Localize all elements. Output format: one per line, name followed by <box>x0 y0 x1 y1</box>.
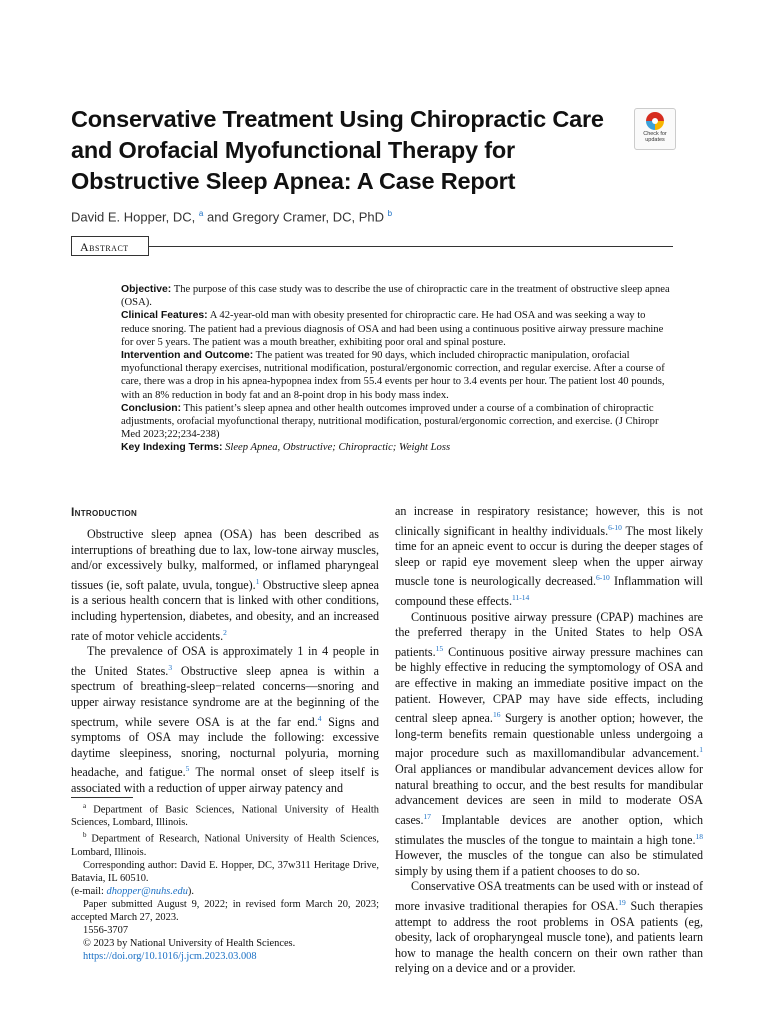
r2-text-b: Continuous positive airway pressure machines can be highly effective in reducing the symptomology of OSA and are effective in making an immediate positive impact on the patient. However, CPAP may have side effects, including central sleep apnea. <box>395 644 703 726</box>
right-column <box>395 504 703 977</box>
citation-link[interactable]: 19 <box>618 897 626 907</box>
email-line <box>71 885 379 898</box>
corresponding-author: Corresponding author: David E. Hopper, DC, 37w311 Heritage Drive, Batavia, IL 60510. <box>71 859 379 884</box>
issn: 1556-3707 <box>83 924 129 936</box>
intervention-text: The patient was treated for 90 days, which included chiropractic manipulation, orofacial myofunctional therapy exercises, nutritional modification, postural/ergonomic correction, and regular exercise. After a course of care, there was a drop in his apnea-hypopnea index from 55.4 events per hour to 3.4 events per hour. The patient lost 40 pounds, with an 8% reduction in body fat and an 8-point drop in his body mass index. <box>121 350 665 401</box>
submission-dates: Paper submitted August 9, 2022; in revised form March 20, 2023; accepted March 27, 2023. <box>71 898 379 923</box>
email-suffix: ). <box>187 885 194 897</box>
affiliation-link-b[interactable]: b <box>387 209 393 218</box>
author-line <box>71 209 392 224</box>
r3-text-b: Such therapies attempt to address the root problems in OSA patients (eg, obesity, lack of oropharyngeal muscle tone), and patients learn how to manage the health concern on their own rather than relying on a device and or a provider. <box>395 898 703 976</box>
objective-text: The purpose of this case study was to describe the use of chiropractic care in the treatment of obstructive sleep apnea (OSA). <box>121 284 670 309</box>
p1-text-b: Obstructive sleep apnea is a serious health concern that is linked with other conditions, including hypertension, diabetes, and obesity, and an increased rate of motor vehicle accidents. <box>71 577 379 643</box>
p2-text-d: The normal onset of sleep itself is associated with a reduction of upper airway patency and <box>71 765 379 796</box>
abstract-intervention <box>121 349 673 402</box>
email-prefix: (e-mail: <box>71 885 107 897</box>
right-paragraph-3 <box>395 879 703 977</box>
r2-text-c: Surgery is another option; however, the long-term benefits remain questionable unless undergoing a major procedure such as maxillomandibular advancement. <box>395 711 704 761</box>
citation-link[interactable]: 2 <box>223 627 227 637</box>
footnote-marker-b: b <box>83 831 87 840</box>
footnote-b-text: Department of Research, National University of Health Sciences, Lombard, Illinois. <box>71 833 379 858</box>
email-link[interactable]: dhopper@nuhs.edu <box>106 885 188 897</box>
right-paragraph-2 <box>395 610 703 880</box>
affiliation-link-a[interactable]: a <box>198 209 204 218</box>
citation-link[interactable]: 18 <box>695 831 703 841</box>
citation-link[interactable]: 17 <box>423 811 432 821</box>
author-2: and Gregory Cramer, DC, PhD <box>206 209 384 225</box>
citation-link[interactable]: 1 <box>255 576 260 586</box>
doi-link[interactable] <box>71 950 379 963</box>
crossmark-icon <box>646 112 664 130</box>
r2-text-d: Oral appliances or mandibular advancement devices allow for natural breathing to occur, and the best results for mandibular advancement devices are seen in mild to moderate OSA cases. <box>395 762 703 827</box>
footnote-affiliation-b <box>71 829 379 858</box>
crossmark-label <box>635 131 675 143</box>
footnotes <box>71 800 379 963</box>
right-paragraph-1 <box>395 504 703 610</box>
abstract-keywords <box>121 441 673 454</box>
clinical-label: Clinical Features: <box>121 310 208 322</box>
objective-label: Objective: <box>121 284 172 295</box>
clinical-text: A 42-year-old man with obesity presented for chiropractic care. He had OSA and was seeking a way to reduce snoring. The patient had a previous diagnosis of OSA and had been using a continuous positive airway pressure machine for over 5 years. The patient was a mouth breather, exhibiting poor oral and spinal posture. <box>121 310 664 348</box>
p1-text-a: Obstructive sleep apnea (OSA) has been described as interruptions of breathing due to lax, low-tone airway muscles, and/or excessively bulky, malformed, or inflamed pharyngeal tissues (ie, soft palate, uvula, tongue). <box>71 527 379 592</box>
citation-link[interactable]: 4 <box>317 713 322 723</box>
abstract-label: Abstract <box>71 236 149 256</box>
p2-text-a: The prevalence of OSA is approximately 1 in 4 people in the United States. <box>71 644 379 678</box>
r2-text-e: Implantable devices are another option, which stimulates the muscles of the tongue to maintain a high tone. <box>395 812 703 847</box>
keywords-label: Key Indexing Terms: <box>121 442 223 454</box>
abstract-conclusion <box>121 402 673 442</box>
r1-text-a: an increase in respiratory resistance; however, this is not clinically significant in healthy individuals. <box>395 504 703 538</box>
crossmark-line1: Check for <box>643 131 667 137</box>
citation-link[interactable]: 3 <box>168 662 173 672</box>
citation-link[interactable]: 15 <box>435 643 444 653</box>
article-title: Conservative Treatment Using Chiropractic Care and Orofacial Myofunctional Therapy for Obstructive Sleep Apnea: A Case Report <box>71 106 604 194</box>
r2-text-a: Continuous positive airway pressure (CPAP) machines are the preferred therapy in the United States to help OSA patients. <box>395 609 703 659</box>
left-column <box>71 527 379 797</box>
p2-text-b: Obstructive sleep apnea is within a spectrum of breathing-sleep−related concerns—snoring and upper airway resistance syndrome are at the beginning of the spectrum, while severe OSA is at the far end. <box>71 663 379 729</box>
r3-text-a: Conservative OSA treatments can be used with or instead of more invasive traditional therapies for OSA. <box>395 879 703 913</box>
crossmark-line2: updates <box>645 137 665 143</box>
footnote-affiliation-a <box>71 800 379 829</box>
keywords-text: Sleep Apnea, Obstructive; Chiropractic; Weight Loss <box>225 442 451 454</box>
conclusion-text: This patient’s sleep apnea and other health outcomes improved under a course of a combination of chiropractic adjustments, orofacial myofunctional therapy, nutritional modification, postural/ergonomic correction, and exercise. (J Chiropr Med 2023;22;234-238) <box>121 402 659 441</box>
copyright: © 2023 by National University of Health Sciences. <box>83 937 296 949</box>
doi-text[interactable]: https://doi.org/10.1016/j.jcm.2023.03.008 <box>83 950 257 962</box>
check-for-updates-badge[interactable] <box>634 108 676 150</box>
r1-text-c: Inflammation will compound these effects. <box>395 574 703 609</box>
r2-text-f: However, the muscles of the tongue can also be stimulated simply by using them if a patient chooses to do so. <box>395 848 703 878</box>
footnote-a-text: Department of Basic Sciences, National University of Health Sciences, Lombard, Illinois. <box>71 804 379 829</box>
abstract-divider <box>149 246 673 247</box>
citation-link[interactable]: 5 <box>185 764 190 774</box>
abstract-objective <box>121 283 673 309</box>
citation-link[interactable]: 11-14 <box>511 593 530 603</box>
intervention-label: Intervention and Outcome: <box>121 350 254 362</box>
intro-paragraph-1 <box>71 527 379 644</box>
citation-link[interactable]: 6-10 <box>595 573 610 583</box>
abstract-body <box>121 283 673 455</box>
introduction-heading: Introduction <box>71 505 138 519</box>
footnote-marker-a: a <box>83 802 87 810</box>
citation-link[interactable]: 16 <box>492 710 501 720</box>
citation-link[interactable]: 1 <box>699 745 703 755</box>
author-1: David E. Hopper, DC, <box>71 209 196 225</box>
abstract-clinical-features <box>121 309 673 349</box>
footnote-divider <box>71 797 133 798</box>
citation-link[interactable]: 6-10 <box>608 522 622 532</box>
conclusion-label: Conclusion: <box>121 402 182 414</box>
intro-paragraph-2 <box>71 644 379 796</box>
r1-text-b: The most likely time for an apneic event to occur is during the deeper stages of sleep or rapid eye movement sleep when the upper airway muscle tone is neurologically decreased. <box>395 523 703 589</box>
p2-text-c: Signs and symptoms of OSA may include the following: excessive daytime sleepiness, snoring, nocturnal polyuria, morning headache, and fatigue. <box>71 714 379 780</box>
